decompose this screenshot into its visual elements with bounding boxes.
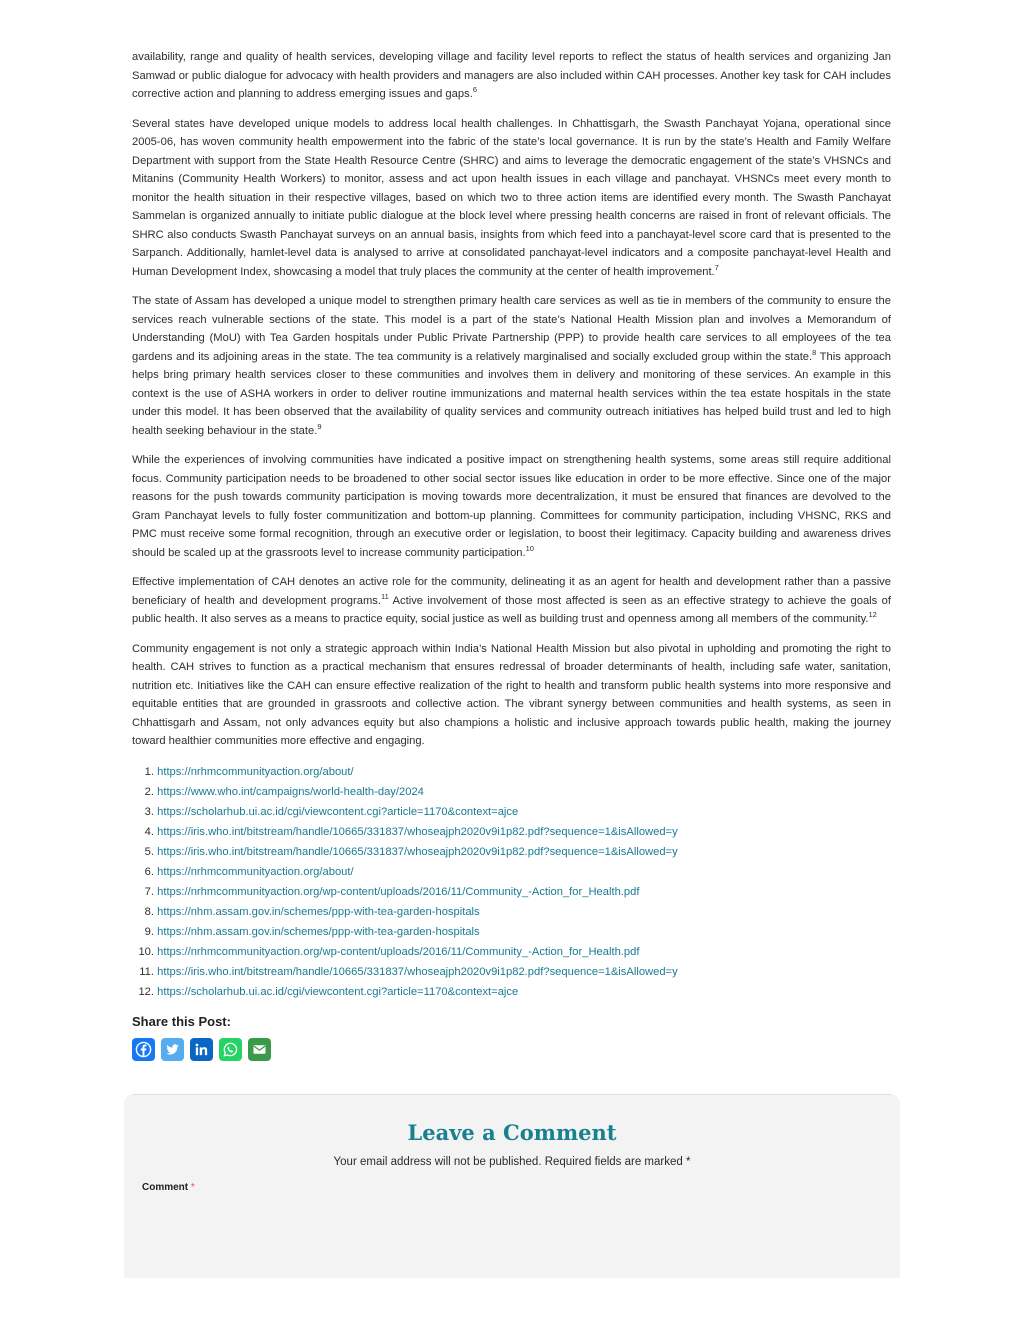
footnote-ref[interactable]: 10 xyxy=(525,543,534,553)
linkedin-icon xyxy=(193,1041,210,1058)
reference-link[interactable]: https://nrhmcommunityaction.org/about/ xyxy=(157,765,354,778)
reference-number: 6. xyxy=(144,865,154,878)
reference-link[interactable]: https://scholarhub.ui.ac.id/cgi/viewcontent.cgi?article=1170&context=ajce xyxy=(157,985,519,998)
email-share-button[interactable] xyxy=(248,1038,271,1061)
facebook-icon xyxy=(135,1041,152,1058)
paragraph-1: availability, range and quality of health services, developing village and facility level reports to reflect the status of health services and organizing Jan Samwad or public dialogue for advocacy with health providers and managers are also included within CAH processes. Another key task for CAH includes corrective action and planning to address emerging issues and gaps.$^6$ xyxy=(132,51,891,100)
reference-link[interactable]: https://iris.who.int/bitstream/handle/10665/331837/whoseajph2020v9i1p82.pdf?sequence=1&isAllowed=y xyxy=(157,825,678,838)
footnote-ref[interactable]: 12 xyxy=(868,610,877,619)
paragraph-5: Effective implementation of CAH denotes an active role for the community, delineating it as an agent for health and development rather than a passive beneficiary of health and development programs.$^{11}$ Active involvement of those most affected is seen as an effective strategy to achieve the goals of public health. It also serves as a means to practice equity, social justice as well as building trust and openness among all members of the community.$^{12}$ xyxy=(132,576,891,625)
reference-link[interactable]: https://nrhmcommunityaction.org/wp-content/uploads/2016/11/Community_-Action_for_Health.pdf xyxy=(157,885,640,898)
reference-number: 10. xyxy=(138,945,154,958)
comment-notice: Your email address will not be published. Required fields are marked * xyxy=(333,1156,691,1168)
footnote-ref[interactable]: 6 xyxy=(472,85,477,94)
comment-section xyxy=(124,1094,900,1278)
footnote-ref[interactable]: 11 xyxy=(380,591,389,601)
reference-link[interactable]: https://nrhmcommunityaction.org/wp-content/uploads/2016/11/Community_-Action_for_Health.pdf xyxy=(157,945,640,958)
reference-number: 7. xyxy=(144,885,154,898)
reference-number: 3. xyxy=(144,805,154,818)
paragraph-6: Community engagement is not only a strategic approach within India’s National Health Mission but also pivotal in upholding and promoting the right to health. CAH strives to function as a practical mechanism that ensures redressal of broader determinants of health, including safe water, sanitation, nutrition etc. Initiatives like the CAH can ensure effective realization of the right to health and transform public health systems into more responsive and equitable entities that are grounded in grassroots and collective action. The vibrant synergy between communities and health systems, as seen in Chhattisgarh and Assam, not only advances equity but also champions a holistic and inclusive approach towards public health, making the journey toward healthier communities more effective and engaging. xyxy=(132,642,891,747)
comment-heading: Leave a Comment xyxy=(407,1120,617,1145)
reference-item xyxy=(132,802,891,822)
reference-link[interactable]: https://scholarhub.ui.ac.id/cgi/viewcontent.cgi?article=1170&context=ajce xyxy=(157,805,519,818)
reference-number: 5. xyxy=(144,845,154,858)
linkedin-share-button[interactable] xyxy=(190,1038,213,1061)
article-body xyxy=(132,48,891,1061)
reference-item xyxy=(132,822,891,842)
share-buttons xyxy=(132,1038,891,1061)
reference-link[interactable]: https://nhm.assam.gov.in/schemes/ppp-with-tea-garden-hospitals xyxy=(157,905,480,918)
footnote-ref[interactable]: 9 xyxy=(317,421,322,431)
reference-number: 8. xyxy=(144,905,154,918)
reference-number: 1. xyxy=(144,765,154,778)
divider xyxy=(133,1094,891,1095)
reference-link[interactable]: https://nhm.assam.gov.in/schemes/ppp-with-tea-garden-hospitals xyxy=(157,925,480,938)
reference-number: 9. xyxy=(144,925,154,938)
twitter-icon xyxy=(164,1041,181,1058)
paragraph-2: Several states have developed unique models to address local health challenges. In Chhattisgarh, the Swasth Panchayat Yojana, operational since 2005-06, has woven community health empowerment into the fabric of the state’s local governance. It is run by the state’s Health and Family Welfare Department with support from the State Health Resource Centre (SHRC) and aims to leverage the democratic engagement of the state’s VHSNCs and Mitanins (Community Health Workers) to monitor, assess and act upon health issues in each village and panchayat. VHSNCs meet every month to monitor the health situation in their respective villages, based on which two to three action items are identified every month. The Swasth Panchayat Sammelan is organized annually to initiate public dialogue at the block level where pressing health concerns are raised in front of relevant officials. The SHRC also conducts Swasth Panchayat surveys on an annual basis, insights from which feed into a panchayat-level score card that is presented to the Sarpanch. Additionally, hamlet-level data is analysed to arrive at consolidated panchayat-level indicators and a composite panchayat-level Health and Human Development Index, showcasing a model that truly places the community at the center of health improvement.$^7$ xyxy=(132,117,891,278)
required-asterisk: * xyxy=(190,1182,195,1193)
reference-number: 11. xyxy=(139,965,154,978)
twitter-share-button[interactable] xyxy=(161,1038,184,1061)
reference-item xyxy=(132,882,891,902)
reference-link[interactable]: https://iris.who.int/bitstream/handle/10665/331837/whoseajph2020v9i1p82.pdf?sequence=1&isAllowed=y xyxy=(157,965,678,978)
comment-label-text: Comment xyxy=(142,1182,189,1193)
email-icon xyxy=(251,1041,268,1058)
reference-item xyxy=(132,982,891,1002)
paragraph-4: While the experiences of involving communities have indicated a positive impact on strengthening health systems, some areas still require additional focus. Community participation needs to be broadened to other social sector issues like education in order to be more effective. Since one of the major reasons for the push towards community participation is moving towards more decentralization, it must be ensured that finances are devolved to the Gram Panchayat levels to fully foster communitization and bottom-up planning. Committees for community participation, including VHSNC, RKS and PMC must receive some formal recognition, through an executive order or legislation, to boost their legitimacy. Capacity building and awareness drives should be scaled up at the grassroots level to increase community participation.$^{10}$ xyxy=(132,454,891,559)
share-title: Share this Post: xyxy=(132,1013,231,1029)
facebook-share-button[interactable] xyxy=(132,1038,155,1061)
reference-link[interactable]: https://iris.who.int/bitstream/handle/10665/331837/whoseajph2020v9i1p82.pdf?sequence=1&isAllowed=y xyxy=(157,845,678,858)
reference-item xyxy=(132,862,891,882)
paragraph-3: The state of Assam has developed a unique model to strengthen primary health care services as well as tie in members of the community to ensure the services reach vulnerable sections of the state. This model is a part of the state’s National Health Mission plan and involves a Memorandum of Understanding (MoU) with Tea Garden hospitals under Public Private Partnership (PPP) to provide health care services to all employees of the tea gardens and its adjoining areas in the state. The tea community is a relatively marginalised and socially excluded group within the state.$^8$ This approach helps bring primary health services closer to these communities and involves them in delivery and monitoring of these services. An example in this context is the use of ASHA workers in order to deliver routine immunizations and maternal health services within the tea estate hospitals in the state under this model. It has been observed that the availability of quality services and community outreach initiatives has helped build trust and led to high health seeking behaviour in the state.$^9$ xyxy=(132,295,892,437)
reference-link[interactable]: https://www.who.int/campaigns/world-health-day/2024 xyxy=(157,785,424,798)
footnote-ref[interactable]: 8 xyxy=(812,347,817,357)
reference-number: 2. xyxy=(144,785,154,798)
footnote-ref[interactable]: 7 xyxy=(714,262,719,272)
whatsapp-icon xyxy=(222,1041,239,1058)
reference-item xyxy=(132,922,891,942)
references-list xyxy=(132,762,891,1002)
reference-item xyxy=(132,902,891,922)
reference-item xyxy=(132,962,891,982)
reference-number: 4. xyxy=(144,825,154,838)
reference-item xyxy=(132,782,891,802)
comment-field-label xyxy=(142,1182,195,1193)
whatsapp-share-button[interactable] xyxy=(219,1038,242,1061)
reference-item xyxy=(132,842,891,862)
reference-link[interactable]: https://nrhmcommunityaction.org/about/ xyxy=(157,865,354,878)
reference-item xyxy=(132,942,891,962)
reference-number: 12. xyxy=(138,985,154,998)
reference-item xyxy=(132,762,891,782)
